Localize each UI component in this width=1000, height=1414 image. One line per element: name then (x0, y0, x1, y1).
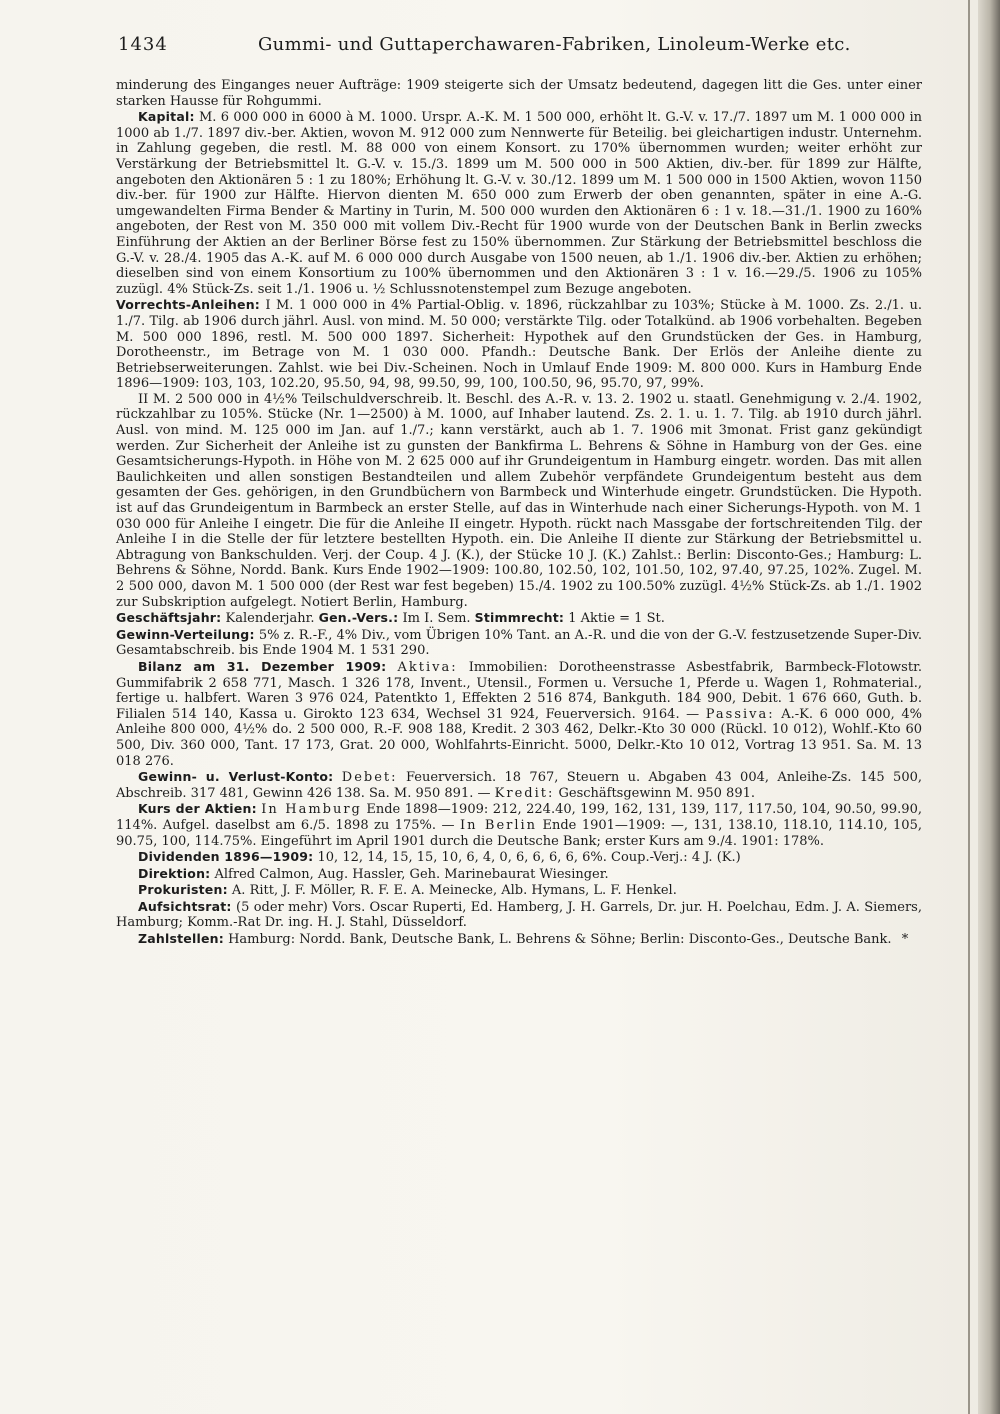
running-title: Gummi- und Guttaperchawaren-Fabriken, Linoleum-Werke etc. (258, 34, 851, 55)
vorrechts-loan1-text: I M. 1 000 000 in 4% Partial-Oblig. v. 1896, rückzahlbar zu 103%; Stücke à M. 1000. Zs. 2./1. u. 1./7. Tilg. ab 1906 durch jährl. Ausl. von mind. M. 50 000; verstärkte Tilg. oder Totalkünd. ab 1906 vorbehalten. Begeben M. 500 000 1896, restl. M. 500 000 1897. Sicherheit: Hypothek auf den Grundstücken der Ges. in Hamburg, Dorotheenstr., im Betrage von M. 1 030 000. Pfandh.: Deutsche Bank. Der Erlös der Anleihe diente zu Betriebserweiterungen. Zahlst. wie bei Div.-Scheinen. Noch in Umlauf Ende 1909: M. 800 000. Kurs in Hamburg Ende 1896—1909: 103, 103, 102.20, 95.50, 94, 98, 99.50, 99, 100, 100.50, 96, 95.70, 97, 99%. (116, 298, 922, 392)
bilanz-paragraph (116, 659, 922, 769)
kurs-berlin-text: Ende 1901—1909: —, 131, 138.10, 118.10, 114.10, 105, 90.75, 100, 114.75%. Eingeführt im April 1901 durch die Deutsche Bank; erster Kurs am 9./4. 1901: 178%. (116, 817, 922, 849)
vorrechts-label: Vorrechts-Anleihen: (116, 297, 260, 313)
direktion-paragraph (116, 866, 922, 883)
gv-text: Im I. Sem. (402, 611, 471, 627)
geschaeftsjahr-paragraph (116, 610, 922, 627)
kapital-paragraph (116, 109, 922, 297)
debet-text: Feuerversich. 18 767, Steuern u. Abgaben 43 004, Anleihe-Zs. 145 500, Abschreib. 317 481, Gewinn 426 138. Sa. M. 950 891. — (116, 770, 923, 801)
geschaeftsjahr-label: Geschäftsjahr: (116, 610, 222, 626)
aktiva-text: Immobilien: Dorotheenstrasse Asbestfabrik, Barmbeck-Flotowstr. Gummifabrik 2 658 771, Masch. 1 326 178, Invent., Utensil., Formen u. Versuche 1, Pferde u. Wagen 1, Rohmaterial., fertige u. halbfert. Waren 3 976 024, Patentkto 1, Effekten 2 516 874, Bankguth. 184 900, Debit. 1 676 660, Guth. b. Filialen 514 140, Kassa u. Girokto 123 634, Wechsel 31 924, Feuerversich. 9164. — (116, 659, 922, 722)
kurs-berlin-label: In Berlin (459, 817, 538, 833)
prokuristen-label: Prokuristen: (138, 882, 228, 898)
vorrechts-loan2-paragraph (116, 392, 922, 610)
intro-text: minderung des Einganges neuer Aufträge: 1909 steigerte sich der Umsatz bedeutend, dagegen litt die Ges. unter einer starken Hausse für Rohgummi. (116, 78, 922, 109)
book-binding (978, 0, 1000, 1414)
page-header (118, 34, 918, 62)
direktion-label: Direktion: (138, 865, 211, 881)
guv-label: Gewinn- u. Verlust-Konto: (138, 769, 334, 785)
stimmrecht-text: 1 Aktie = 1 St. (568, 611, 665, 627)
zahlstellen-label: Zahlstellen: (138, 931, 224, 947)
zahlstellen-paragraph (116, 931, 922, 948)
aufsichtsrat-text: (5 oder mehr) Vors. Oscar Ruperti, Ed. Hamberg, J. H. Garrels, Dr. jur. H. Poelchau, Edm. J. A. Siemers, Hamburg; Komm.-Rat Dr. ing. H. J. Stahl, Düsseldorf. (116, 899, 922, 931)
kurs-hamburg-label: In Hamburg (261, 802, 362, 818)
gv-label: Gen.-Vers.: (318, 610, 399, 626)
binding-edge-line (968, 0, 970, 1414)
passiva-text: A.-K. 6 000 000, 4% Anleihe 800 000, 4½% do. 2 500 000, R.-F. 908 188, Kredit. 2 303 462, Delkr.-Kto 30 000 (Rückl. 10 012), Wohlf.-Kto 60 500, Div. 360 000, Tant. 17 173, Grat. 20 000, Wohlfahrts-Einricht. 5000, Delkr.-Kto 10 012, Vortrag 13 951. Sa. M. 13 018 276. (116, 706, 922, 769)
page-number: 1434 (118, 34, 168, 55)
dividenden-text: 10, 12, 14, 15, 15, 10, 6, 4, 0, 6, 6, 6, 6, 6%. Coup.-Verj.: 4 J. (K.) (317, 850, 741, 866)
kurs-hamburg-text: Ende 1898—1909: 212, 224.40, 199, 162, 131, 139, 117, 117.50, 104, 90.50, 99.90, 114%. Aufgel. daselbst am 6./5. 1898 zu 175%. — (116, 802, 922, 833)
vorrechts-paragraph (116, 297, 922, 392)
debet-label: Debet: (341, 770, 398, 786)
article-body (116, 78, 922, 948)
dividenden-label: Dividenden 1896—1909: (138, 849, 314, 865)
passiva-label: Passiva: (705, 706, 775, 722)
gewinnverteilung-label: Gewinn-Verteilung: (116, 626, 255, 642)
kurs-label: Kurs der Aktien: (138, 801, 257, 817)
guv-paragraph (116, 769, 922, 801)
dividenden-paragraph (116, 849, 922, 866)
vorrechts-loan2-text: II M. 2 500 000 in 4½% Teilschuldverschreib. lt. Beschl. des A.-R. v. 13. 2. 1902 u. staatl. Genehmigung v. 2./4. 1902, rückzahlbar zu 105%. Stücke (Nr. 1—2500) à M. 1000, auf Inhaber lautend. Zs. 2. 1. u. 1. 7. Tilg. ab 1910 durch jährl. Ausl. von mind. M. 125 000 im Jan. auf 1./7.; kann verstärkt, auch ab 1. 7. 1906 mit 3monat. Frist ganz gekündigt werden. Zur Sicherheit der Anleihe ist zu gunsten der Bankfirma L. Behrens & Söhne in Hamburg von der Ges. eine Gesamtsicherungs-Hypoth. in Höhe von M. 2 625 000 auf ihr Grundeigentum in Hamburg eingetr. worden. Das mit allen Baulichkeiten und allen sonstigen Bestandteilen und allem Zubehör verpfändete Grundeigentum besteht aus dem gesamten der Ges. gehörigen, in den Grundbüchern von Barmbeck und Winterhude eingetr. Grundstücken. Die Hypoth. ist auf das Grundeigentum in Barmbeck an erster Stelle, auf das in Winterhude nach einer Sicherungs-Hypoth. von M. 1 030 000 für Anleihe I eingetr. Die für die Anleihe II eingetr. Hypoth. rückt nach Massgabe der fortschreitenden Tilg. der Anleihe I in die Stelle der für letztere bestellten Hypoth. ein. Die Anleihe II diente zur Stärkung der Betriebsmittel u. Abtragung von Bankschulden. Verj. der Coup. 4 J. (K.), der Stücke 10 J. (K.) Zahlst.: Berlin: Disconto-Ges.; Hamburg: L. Behrens & Söhne, Nordd. Bank. Kurs Ende 1902—1909: 100.80, 102.50, 102, 101.50, 102, 97.40, 97.25, 102%. Zugel. M. 2 500 000, davon M. 1 500 000 (der Rest war fest begeben) 15./4. 1902 zu 100.50% zuzügl. 4½% Stück-Zs. ab 1./1. 1902 zur Subskription aufgelegt. Notiert Berlin, Hamburg. (116, 391, 922, 610)
asterisk-mark: * (901, 932, 909, 948)
prokuristen-paragraph (116, 882, 922, 899)
aktiva-label: Aktiva: (397, 659, 458, 675)
kredit-label: Kredit: (494, 785, 555, 801)
stimmrecht-label: Stimmrecht: (474, 610, 565, 626)
gewinnverteilung-paragraph (116, 627, 922, 659)
intro-paragraph (116, 78, 922, 109)
gewinnverteilung-text: 5% z. R.-F., 4% Div., vom Übrigen 10% Tant. an A.-R. und die von der G.-V. festzusetzende Super-Div. Gesamtabschreib. bis Ende 1904 M. 1 531 290. (116, 627, 922, 659)
geschaeftsjahr-text: Kalenderjahr. (225, 611, 315, 627)
kurs-paragraph (116, 801, 922, 849)
aufsichtsrat-paragraph (116, 899, 922, 931)
kredit-text: Geschäftsgewinn M. 950 891. (558, 785, 755, 801)
bilanz-label: Bilanz am 31. Dezember 1909: (138, 658, 387, 674)
prokuristen-text: A. Ritt, J. F. Möller, R. F. E. A. Meinecke, Alb. Hymans, L. F. Henkel. (231, 883, 677, 899)
aufsichtsrat-label: Aufsichtsrat: (138, 898, 232, 914)
kapital-text: M. 6 000 000 in 6000 à M. 1000. Urspr. A.-K. M. 1 500 000, erhöht lt. G.-V. v. 17./7. 1897 um M. 1 000 000 in 1000 ab 1./7. 1897 div.-ber. Aktien, wovon M. 912 000 zum Nennwerte für Beteilig. bei gleichartigen industr. Unternehm. in Zahlung gegeben, die restl. M. 88 000 von einem Konsort. zu 170% übernommen wurden; weiter erhöht zur Verstärkung der Betriebsmittel lt. G.-V. v. 15./3. 1899 um M. 500 000 in 500 Aktien, div.-ber. für 1899 zur Hälfte, angeboten den Aktionären 5 : 1 zu 180%; Erhöhung lt. G.-V. v. 30./12. 1899 um M. 1 500 000 in 1500 Aktien, wovon 1150 div.-ber. für 1900 zur Hälfte. Hiervon dienten M. 650 000 zum Erwerb der oben genannten, später in eine A.-G. umgewandelten Firma Bender & Martiny in Turin, M. 500 000 wurden den Aktionären 6 : 1 v. 18.—31./1. 1900 zu 160% angeboten, der Rest von M. 350 000 mit vollem Div.-Recht für 1900 wurde von der Deutschen Bank in Berlin zwecks Einführung der Aktien an der Berliner Börse fest zu 150% übernommen. Zur Stärkung der Betriebsmittel beschloss die G.-V. v. 28./4. 1905 das A.-K. auf M. 6 000 000 durch Ausgabe von 1500 neuen, ab 1./1. 1906 div.-ber. Aktien zu erhöhen; dieselben sind von einem Konsortium zu 100% übernommen und den Aktionären 3 : 1 v. 16.—29./5. 1906 zu 105% zuzügl. 4% Stück-Zs. seit 1./1. 1906 u. ½ Schlussnotenstempel zum Bezuge angeboten. (116, 110, 922, 297)
zahlstellen-text: Hamburg: Nordd. Bank, Deutsche Bank, L. Behrens & Söhne; Berlin: Disconto-Ges., Deutsche Bank. (228, 932, 892, 948)
direktion-text: Alfred Calmon, Aug. Hassler, Geh. Marinebaurat Wiesinger. (214, 866, 609, 882)
kapital-label: Kapital: (138, 109, 195, 125)
